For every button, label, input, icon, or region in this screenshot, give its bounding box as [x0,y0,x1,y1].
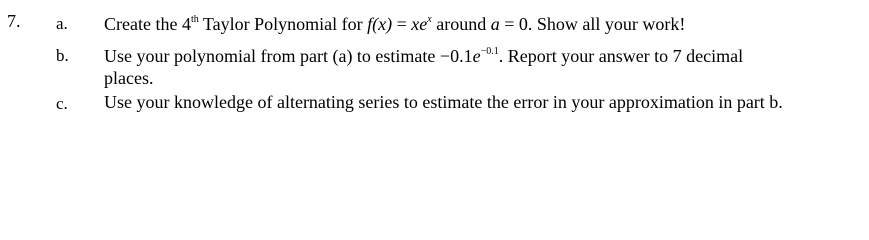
part-c-label: c. [56,94,68,113]
part-b-text-1: Use your polynomial from part (a) to estimate [104,46,440,66]
part-a-label: a. [56,14,68,33]
estimate-e: e [472,46,481,66]
center-variable: a [490,14,500,34]
part-b-text [104,45,864,67]
equals-sign: = [392,14,412,34]
expr-x: x [411,14,420,34]
part-c-text: Use your knowledge of alternating series to estimate the error in your approximation in part b. [104,92,783,112]
part-a-text-2: Taylor Polynomial for [198,14,368,34]
part-a-text-4: . Show all your work! [527,14,686,34]
expr-e: e [419,14,428,34]
estimate-exponent: −0.1 [480,46,499,57]
problem-number: 7. [7,11,21,31]
ordinal-suffix: th [190,14,199,25]
function-args: (x) [372,14,393,34]
part-b-label: b. [56,46,69,65]
estimate-coefficient: −0.1 [439,46,473,66]
part-a-text-3: around [431,14,491,34]
center-equals: = 0 [499,14,528,34]
part-b-continuation: places. [104,68,154,88]
part-a-text-1: Create the 4 [104,14,191,34]
function-name: f [367,14,373,34]
part-b-text-2: . Report your answer to 7 decimal [498,46,744,66]
part-a-text [104,13,864,35]
expr-exponent: x [427,14,432,25]
